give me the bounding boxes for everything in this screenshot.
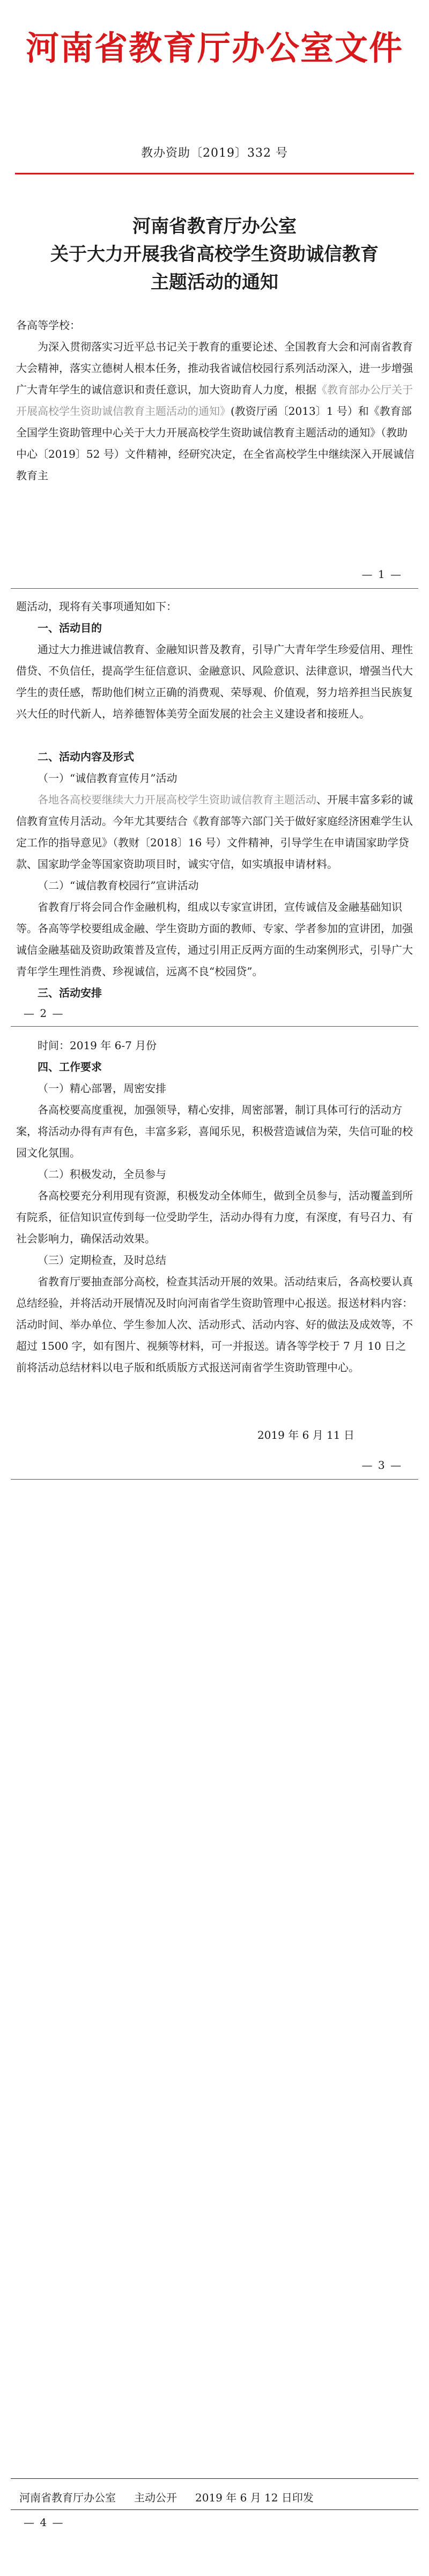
document-date: 2019 年 6 月 11 日 <box>257 1429 354 1441</box>
page-divider <box>11 1026 418 1027</box>
intro-text: 为深入贯彻落实习近平总书记关于教育的重要论述、全国教育大会和河南省教育大会精神，落实立德树人根本任务，推动我省诚信校园行系列活动深入，进一步增强广大青年学生的诚信意识和责任意识，加大资助育人力度，根据 <box>16 340 413 396</box>
notice-title-line: 河南省教育厅办公室 <box>132 216 297 237</box>
salutation: 各高等学校： <box>16 319 80 332</box>
section-heading: 一、活动目的 <box>38 621 102 634</box>
intro-continued: 题活动，现将有关事项通知如下： <box>16 600 177 613</box>
section-heading: 三、活动安排 <box>38 986 102 999</box>
document-header-title: 河南省教育厅办公室文件 <box>25 28 403 68</box>
footer-rule-bottom <box>11 2509 418 2510</box>
page-divider <box>11 1479 418 1480</box>
notice-title-line: 主题活动的通知 <box>151 272 278 293</box>
page-number: — 3 — <box>361 1459 402 1472</box>
notice-title <box>0 213 429 296</box>
notice-title-line: 关于大力开展我省高校学生资助诚信教育 <box>50 244 379 265</box>
section-text: 各高校要高度重视，加强领导，精心安排，周密部署，制订具体可行的活动方案，将活动办得有声有色，丰富多彩，喜闻乐见，积极营造诚信为荣，失信可耻的校园文化氛围。 <box>16 1103 413 1159</box>
subsection-title: （二）“诚信教育校园行”宣讲活动 <box>38 879 199 892</box>
footer-disclosure: 主动公开 <box>134 2491 177 2504</box>
footer-print-date: 2019 年 6 月 12 日印发 <box>195 2491 314 2504</box>
footer-info <box>19 2489 332 2505</box>
page-number: — 4 — <box>24 2516 64 2529</box>
section-text: 通过大力推进诚信教育、金融知识普及教育，引导广大青年学生珍爱信用、理性借贷、不负信任，提高学生征信意识、金融意识、风险意识、法律意识，增强当代大学生的责任感，帮助他们树立正确的消费观、荣辱观、价值观，努力培养担当民族复兴大任的时代新人，培养德智体美劳全面发展的社会主义建设者和接班人。 <box>16 643 413 720</box>
section-text: 各高校要充分利用现有资源，积极发动全体师生，做到全员参与，活动覆盖到所有院系，征信知识宣传到每一位受助学生，活动办得有力度，有深度，有号召力、有社会影响力，确保活动效果。 <box>16 1189 413 1245</box>
subsection-title: （一）精心部署，周密安排 <box>38 1082 166 1095</box>
footer-rule-top <box>11 2478 418 2479</box>
intro-text: (教资厅函〔2013〕1 号）和《教育部全国学生资助管理中心关于大力开展高校学生资助诚信教育主题活动的通知》（教助中心〔2019〕52 号）文件精神，经研究决定，在全省高校学生中继续深入开展诚信教育主 <box>16 405 415 482</box>
document-number: 教办资助〔2019〕332 号 <box>141 147 288 160</box>
intro-link-text[interactable]: 《教育部办公厅关于开展高校学生资助诚信教育主题活动的通知》 <box>16 383 413 418</box>
section-heading: 四、工作要求 <box>38 1060 102 1073</box>
intro-paragraph <box>16 336 417 486</box>
section-text: 省教育厅要抽查部分高校，检查其活动开展的效果。活动结束后，各高校要认真总结经验，并将活动开展情况及时向河南省学生资助管理中心报送。报送材料内容：活动时间、举办单位、学生参加人次、活动形式、活动内容、好的做法及成效等，不超过 1500 字，如有图片、视频等材料，可一并报送。请各等学校于 7 月 10 日之前将活动总结材料以电子版和纸质版方式报送河南省学生资助管理中心。 <box>16 1275 413 1374</box>
section-heading: 二、活动内容及形式 <box>38 750 134 763</box>
subsection-title: （一）“诚信教育宣传月”活动 <box>38 772 177 785</box>
subsection-title: （二）积极发动，全员参与 <box>38 1168 166 1181</box>
section-text-part: 、开展丰富多彩的诚信教育宣传月活动。今年尤其要结合《教育部等六部门关于做好家庭经济困难学生认定工作的指导意见》（教财〔2018〕16 号）文件精神，引导学生在申请国家助学贷款、国家助学金等国家资助项目时，诚实守信，如实填报申请材料。 <box>16 793 413 870</box>
section-text <box>16 789 413 875</box>
page-number: — 2 — <box>24 1007 64 1020</box>
highlight-text: 各地各高校要继续大力开展高校学生资助诚信教育主题活动 <box>38 793 316 806</box>
activity-time: 时间：2019 年 6-7 月份 <box>38 1039 157 1052</box>
subsection-title: （三）定期检查，及时总结 <box>38 1254 166 1267</box>
red-divider <box>15 173 414 174</box>
footer-issuer: 河南省教育厅办公室 <box>19 2491 116 2504</box>
section-text: 省教育厅将会同合作金融机构，组成以专家宣讲团，宣传诚信及金融基础知识等。各高等学校要组成金融、学生资助方面的教师、专家、学者参加的宣讲团，加强诚信金融基础及资助政策普及宣传，通过引用正反两方面的生动案例形式，引导广大青年学生理性消费、珍视诚信，远离不良“校园贷”。 <box>16 901 413 978</box>
page-number: — 1 — <box>361 568 402 581</box>
page-divider <box>11 588 418 589</box>
